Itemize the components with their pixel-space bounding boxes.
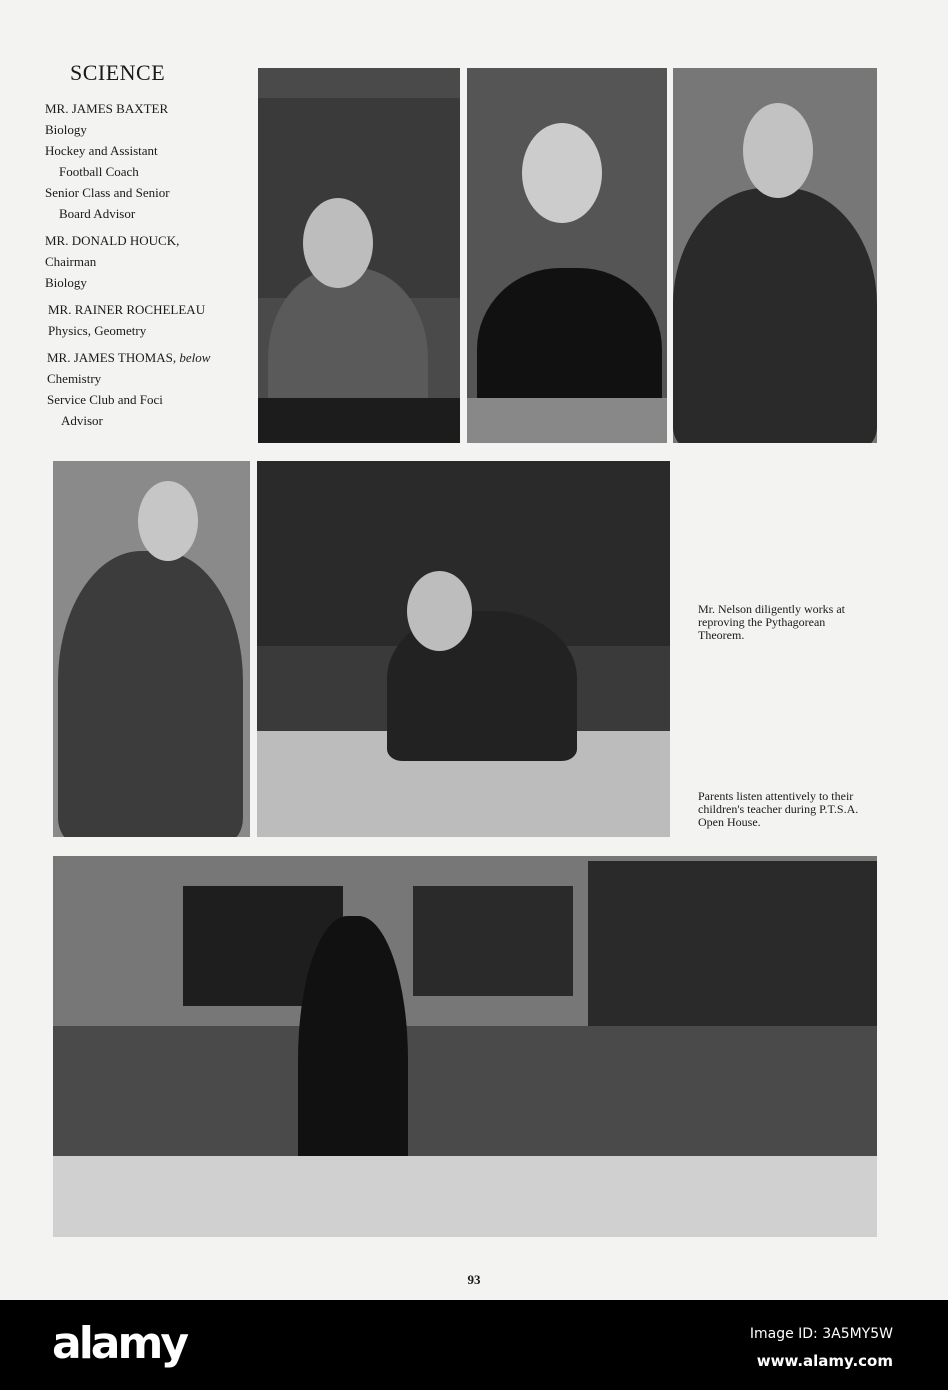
page-number: 93 — [467, 1272, 481, 1287]
alamy-logo: alamy — [52, 1318, 186, 1369]
staff-entry-rocheleau — [45, 299, 210, 341]
watermark-url: www.alamy.com — [756, 1352, 893, 1370]
staff-name: MR. DONALD HOUCK, — [45, 233, 180, 248]
staff-entry-houck — [45, 230, 210, 293]
staff-name: MR. JAMES BAXTER — [45, 101, 169, 116]
image-id: Image ID: 3A5MY5W — [749, 1326, 893, 1342]
staff-role: Hockey and Assistant — [45, 143, 158, 158]
photo-baxter — [258, 68, 460, 443]
photo-rocheleau — [673, 68, 877, 443]
photo-nelson — [257, 461, 670, 837]
staff-role: Service Club and Foci — [47, 392, 163, 407]
name-suffix: below — [179, 350, 211, 365]
staff-name: MR. JAMES THOMAS, below — [47, 350, 211, 365]
watermark-bar — [0, 1300, 948, 1390]
staff-name: MR. RAINER ROCHELEAU — [48, 302, 206, 317]
photo-houck — [467, 68, 667, 443]
photo-thomas — [53, 461, 250, 837]
staff-role: Senior Class and Senior — [45, 185, 170, 200]
staff-entry-thomas — [45, 347, 210, 431]
staff-role: Biology — [45, 122, 87, 137]
staff-role: Advisor — [61, 413, 103, 428]
staff-list — [45, 98, 210, 431]
caption-nelson: Mr. Nelson diligently works at reproving the Pythagorean Theorem. — [698, 602, 845, 642]
staff-role: Physics, Geometry — [48, 323, 147, 338]
section-title: SCIENCE — [70, 60, 166, 85]
staff-role: Biology — [45, 275, 87, 290]
caption-parents: Parents listen attentively to their children's teacher during P.T.S.A. Open House. — [698, 789, 859, 829]
staff-role: Chemistry — [47, 371, 102, 386]
staff-entry-baxter — [45, 98, 210, 224]
staff-role: Board Advisor — [59, 206, 136, 221]
staff-role: Chairman — [45, 254, 97, 269]
photo-open-house — [53, 856, 877, 1237]
staff-role: Football Coach — [59, 164, 139, 179]
